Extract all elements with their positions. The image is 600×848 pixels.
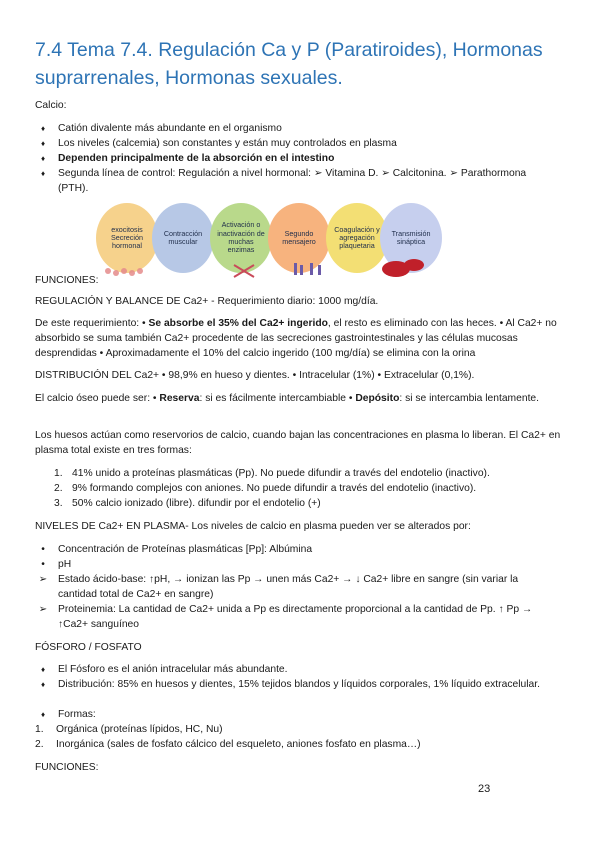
bullet-icon: • (41, 559, 45, 570)
list-item: ➢ Estado ácido-base: ↑pH, → ionizan las Pp → unen más Ca2+ → ↓ Ca2+ libre en sangre (sin variar la cantidad total de Ca2+ en sangre) (58, 572, 558, 602)
list-item: 1. Orgánica (proteínas lípidos, HC, Nu) (35, 724, 223, 735)
diamond-bullet-icon: ♦ (40, 154, 46, 163)
list-item: 1. 41% unido a proteínas plasmáticas (Pp). No puede difundir a través del endotelio (inactivo). (54, 468, 490, 479)
list-item: ♦ Formas: (58, 707, 558, 722)
list-item: • pH (58, 557, 558, 572)
diamond-bullet-icon: ♦ (40, 124, 46, 133)
page-number: 23 (478, 783, 491, 795)
list-item: • Concentración de Proteínas plasmáticas [Pp]: Albúmina (58, 542, 558, 557)
niveles-paragraph: NIVELES DE Ca2+ EN PLASMA- Los niveles de calcio en plasma pueden ver se alterados por: (35, 521, 471, 532)
list-item: ♦ El Fósforo es el anión intracelular más abundante. (58, 662, 558, 677)
regulacion-paragraph: REGULACIÓN Y BALANCE DE Ca2+ - Requerimiento diario: 1000 mg/día. (35, 296, 379, 307)
bullet-icon: • (41, 544, 45, 555)
requerimiento-paragraph: De este requerimiento: • Se absorbe el 35% del Ca2+ ingerido, el resto es eliminado con las heces. • Al Ca2+ no absorbido se suma también Ca2+ procedente de las secreciones gastrointestinales y las células mucosas desprendidas • Aproximadamente el 10% del calcio ingerido (100 mg/día) se elimina con la orina (35, 318, 557, 359)
calcium-functions-banner (96, 203, 436, 279)
huesos-paragraph: Los huesos actúan como reservorios de calcio, cuando bajan las concentraciones en plasma lo liberan. El Ca2+ en plasma total existe en tres formas: (35, 430, 561, 456)
banner-circle: Segundo mensajero (268, 203, 330, 273)
list-item: ➢ Proteinemia: La cantidad de Ca2+ unida a Pp es directamente proporcional a la cantidad de Pp. ↑ Pp → ↑Ca2+ sanguíneo (58, 602, 558, 632)
list-item: 2. Inorgánica (sales de fosfato cálcico del esqueleto, aniones fosfato en plasma…) (35, 739, 421, 750)
diamond-bullet-icon: ♦ (40, 139, 46, 148)
funciones-heading: FUNCIONES: (35, 275, 99, 286)
calcio-oseo-paragraph: El calcio óseo puede ser: • Reserva: si es fácilmente intercambiable • Depósito: si se intercambia lentamente. (35, 393, 540, 404)
arrow-bullet-icon: ➢ (38, 574, 48, 585)
list-item: ♦ Distribución: 85% en huesos y dientes, 15% tejidos blandos y líquidos corporales, 1% líquido extracelular. (58, 677, 558, 692)
diamond-bullet-icon: ♦ (40, 710, 46, 719)
page-title: 7.4 Tema 7.4. Regulación Ca y P (Paratiroides), Hormonas suprarrenales, Hormonas sexuales. (35, 39, 543, 89)
banner-decoration (96, 203, 436, 279)
funciones-heading: FUNCIONES: (35, 762, 99, 773)
list-item: 3. 50% calcio ionizado (libre). difundir por el endotelio (+) (54, 498, 321, 509)
arrow-bullet-icon: ➢ (38, 604, 48, 615)
calcio-bullet: ♦ Catión divalente más abundante en el organismo (58, 121, 558, 136)
banner-circle: exocitosis Secreción hormonal (96, 203, 158, 273)
calcio-bullet: ♦ Segunda línea de control: Regulación a nivel hormonal: ➢ Vitamina D. ➢ Calcitonina. ➢ Parathormona (PTH). (58, 166, 558, 196)
diamond-bullet-icon: ♦ (40, 665, 46, 674)
list-item: 2. 9% formando complejos con aniones. No puede difundir a través del endotelio (inactivo). (54, 483, 477, 494)
banner-circle: Activación o inactivación de muchas enzimas (210, 203, 272, 273)
diamond-bullet-icon: ♦ (40, 169, 46, 178)
calcio-bullet: ♦ Los niveles (calcemia) son constantes y están muy controlados en plasma (58, 136, 558, 151)
banner-circle: Coagulación y agregación plaquetaria (326, 203, 388, 273)
calcio-label: Calcio: (35, 100, 67, 111)
diamond-bullet-icon: ♦ (40, 680, 46, 689)
fosforo-heading: FÓSFORO / FOSFATO (35, 642, 142, 653)
banner-circle: Contracción muscular (152, 203, 214, 273)
banner-circle: Transmisión sináptica (380, 203, 442, 273)
calcio-bullet: ♦ Dependen principalmente de la absorción en el intestino (58, 151, 558, 166)
distribucion-paragraph: DISTRIBUCIÓN DEL Ca2+ • 98,9% en hueso y dientes. • Intracelular (1%) • Extracelular (0,1%). (35, 370, 475, 381)
